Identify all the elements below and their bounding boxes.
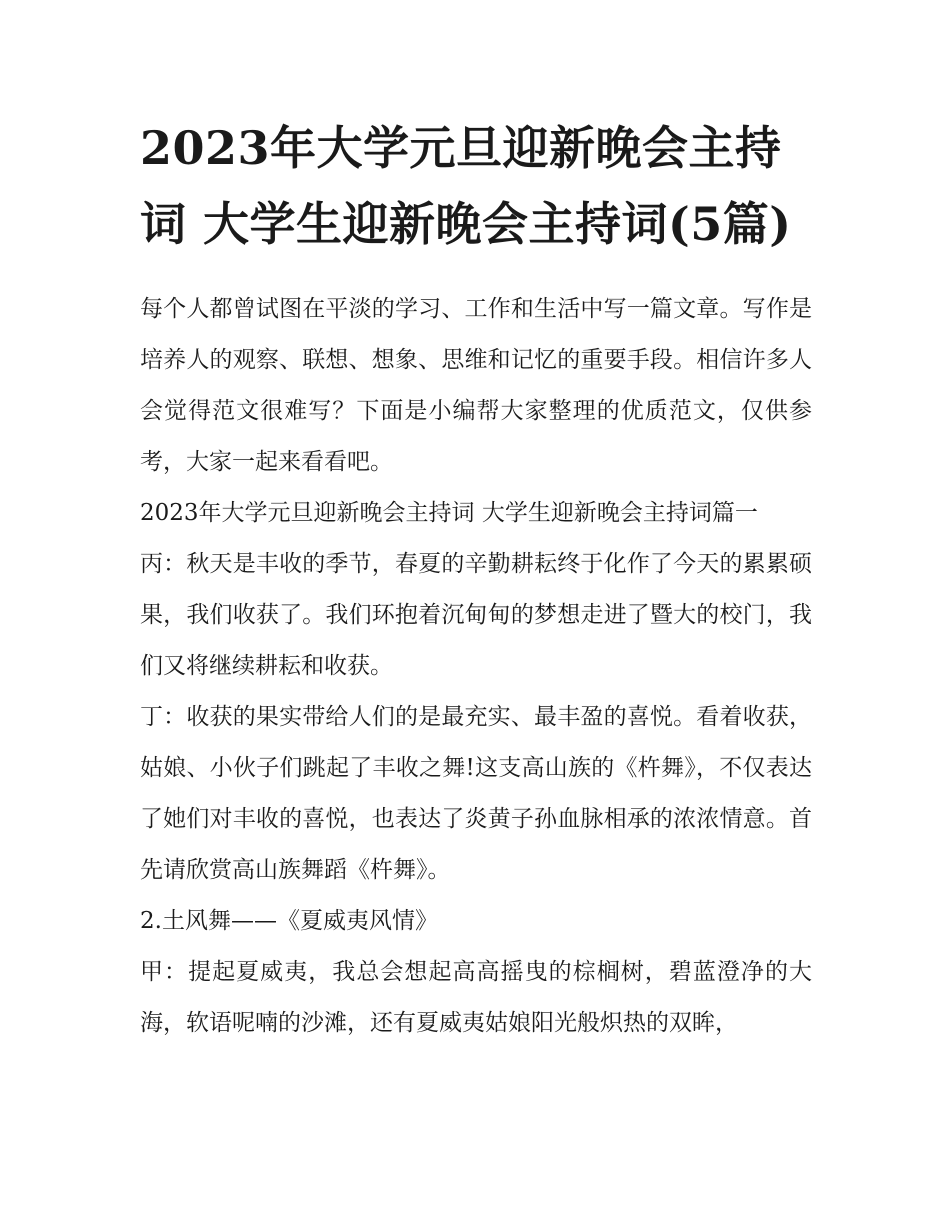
paragraph-jia: 甲：提起夏威夷，我总会想起高高摇曳的棕榈树，碧蓝澄净的大海，软语呢喃的沙滩，还有夏威夷姑娘阳光般炽热的双眸， (140, 959, 812, 1036)
document-body (140, 284, 812, 1049)
section-heading-1: 2023年大学元旦迎新晚会主持词 大学生迎新晚会主持词篇一 (140, 500, 758, 526)
paragraph-intro: 每个人都曾试图在平淡的学习、工作和生活中写一篇文章。写作是培养人的观察、联想、想象、思维和记忆的重要手段。相信许多人会觉得范文很难写？下面是小编帮大家整理的优质范文，仅供参考，大家一起来看看吧。 (140, 296, 812, 475)
section-heading-2: 2.土风舞——《夏威夷风情》 (140, 908, 438, 934)
document-page (140, 110, 812, 1049)
paragraph-ding: 丁：收获的果实带给人们的是最充实、最丰盈的喜悦。看着收获，姑娘、小伙子们跳起了丰收之舞!这支高山族的《杵舞》，不仅表达了她们对丰收的喜悦，也表达了炎黄子孙血脉相承的浓浓情意。首先请欣赏高山族舞蹈《杵舞》。 (140, 704, 812, 883)
document-title: 2023年大学元旦迎新晚会主持词 大学生迎新晚会主持词(5篇) (140, 121, 792, 251)
paragraph-bing: 丙：秋天是丰收的季节，春夏的辛勤耕耘终于化作了今天的累累硕果，我们收获了。我们环抱着沉甸甸的梦想走进了暨大的校门，我们又将继续耕耘和收获。 (140, 551, 812, 679)
